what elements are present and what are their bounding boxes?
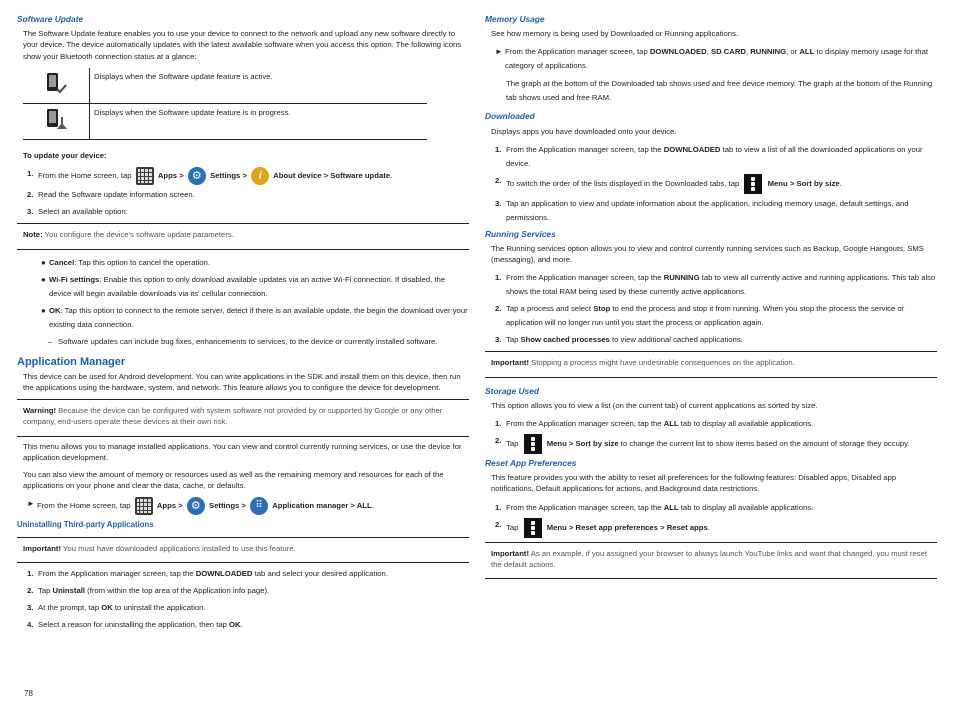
bullet-wifi-settings: ● Wi-Fi settings: Enable this option to only download available updates via an active Wi-Fi connection. If disabled, the device will begin available downloads via its' cellular connection. — [41, 274, 446, 298]
memory-graph-text: The graph at the bottom of the Downloaded tab shows used and free device memory. The graph at the bottom of the Running tab shows used and free RAM. — [506, 79, 933, 103]
update-step-1: 1. From the Home screen, tap Apps > ⚙ Settings > i About device > Software update. — [27, 167, 469, 185]
icon-row-progress — [23, 104, 427, 140]
settings-gear-icon: ⚙ — [187, 497, 205, 515]
running-step-3: 3. Tap Show cached processes to view additional cached applications. — [495, 335, 743, 345]
uninstall-step-1: 1. From the Application manager screen, tap the DOWNLOADED tab and select your desired application. — [27, 568, 388, 578]
uninstall-steps — [27, 567, 469, 632]
menu-icon — [524, 518, 542, 538]
important-callout: Important! As an example, if you assigned your browser to always launch YouTube links and want that changed, you must reset the default actions. — [491, 548, 928, 569]
am-arrow-step: ► From the Home screen, tap Apps > ⚙ Settings > ⠿ Application manager > ALL. — [27, 497, 469, 515]
storage-steps — [495, 417, 937, 454]
software-update-intro: The Software Update feature enables you to use your device to connect to the network and upload any new software directly to your device. The device automatically updates with the latest available software when you access this option. The following icons show your Bluetooth connection status at a glance: — [23, 29, 462, 61]
bullet-cancel: ● Cancel: Tap this option to cancel the operation. — [41, 257, 210, 267]
running-step-1: 1. From the Application manager screen, tap the RUNNING tab to view all currently active and running applications. This tab also shows the total RAM being used by these currently active applications. — [495, 273, 936, 297]
memory-usage-step: ► From the Application manager screen, tap DOWNLOADED, SD CARD, RUNNING, or ALL to display memory usage for that category of applications. — [495, 47, 928, 71]
reset-app-preferences-heading: Reset App Preferences — [485, 458, 577, 469]
about-label: About device > Software update — [273, 171, 391, 181]
reset-step-2: 2. Tap Menu > Reset app preferences > Reset apps. — [495, 518, 937, 538]
update-step-2: 2. Read the Software update information screen. — [27, 188, 469, 202]
step-text: Read the Software update information screen. — [38, 190, 195, 200]
downloaded-heading: Downloaded — [485, 111, 535, 122]
storage-used-intro: This option allows you to view a list (on the current tab) of current applications as sorted by size. — [491, 400, 818, 410]
apps-grid-icon — [135, 497, 153, 515]
warning-label: Warning! — [23, 406, 57, 416]
divider — [485, 578, 937, 579]
update-step-3: 3. Select an available option: — [27, 205, 469, 219]
status-icon-table — [23, 68, 427, 140]
software-update-heading: Software Update — [17, 14, 84, 24]
downloaded-intro: Displays apps you have downloaded onto your device. — [491, 126, 677, 136]
running-services-intro: The Running services option allows you to view and control currently running services such as Backup, Google Hangouts, SMS (messaging), and more. — [491, 244, 924, 265]
running-steps — [495, 271, 937, 347]
update-steps — [27, 167, 469, 219]
running-step-2: 2. Tap a process and select Stop to end the process and stop it from running. When you stop the process the service or application will no longer run until you start the process or application again. — [495, 304, 905, 328]
settings-gear-icon: ⚙ — [188, 167, 206, 185]
reset-app-preferences-intro: This feature provides you with the ability to reset all preferences for the following features: Disabled apps, Disabled app notifications, Default applications for actions, and Background data restrictions. — [491, 473, 897, 494]
apps-grid-icon — [136, 167, 154, 185]
step-text: From the Home screen, tap — [38, 171, 132, 181]
warning-callout — [17, 400, 469, 435]
uninstall-step-2: 2. Tap Uninstall (from within the top area of the Application info page). — [27, 585, 270, 595]
page-number: 78 — [24, 689, 33, 698]
divider — [17, 436, 469, 437]
uninstall-step-4: 4. Select a reason for uninstalling the application, then tap OK. — [27, 619, 243, 629]
uninstall-step-3: 3. At the prompt, tap OK to uninstall the application. — [27, 602, 206, 612]
menu-icon — [744, 174, 762, 194]
application-manager-heading: Application Manager — [17, 355, 126, 368]
icon-row-progress-text: Displays when the Software update feature is in progress. — [90, 104, 428, 140]
uninstall-heading: Uninstalling Third-party Applications — [17, 520, 154, 530]
important-callout: Important! Stopping a process might have undesirable consequences on the application. — [491, 358, 795, 368]
left-column — [17, 14, 469, 636]
settings-label: Settings > — [210, 171, 247, 181]
bullet-ok: ● OK: Tap this option to connect to the remote server, detect if there is an available update, the begin the download over your existing data connection. — [41, 305, 468, 329]
memory-usage-heading: Memory Usage — [485, 14, 545, 24]
icon-row-active — [23, 68, 427, 104]
warning-text: Because the device can be configured with system software not provided by or supported by Google or any other company, end-users operate these devices at their own risk. — [23, 406, 443, 427]
application-manager-intro: This device can be used for Android development. You can write applications in the SDK and install them on this device, then run the applications using the hardware, system, and network. This feature allows you to configure the device for development. — [23, 371, 461, 393]
right-column — [485, 14, 937, 579]
about-info-icon: i — [251, 167, 269, 185]
divider — [17, 562, 469, 563]
apps-label: Apps > — [157, 171, 184, 181]
storage-used-heading: Storage Used — [485, 385, 539, 396]
divider — [17, 249, 469, 250]
running-services-heading: Running Services — [485, 228, 556, 239]
important-callout: Important! You must have downloaded applications installed to use this feature. — [23, 543, 296, 553]
note-text: You configure the device's software update parameters. — [44, 230, 234, 240]
note-callout — [17, 224, 469, 248]
icon-row-active-text: Displays when the Software update feature is active. — [94, 71, 273, 81]
phone-arrow-icon — [23, 104, 90, 140]
memory-usage-intro: See how memory is being used by Downloaded or Running applications. — [491, 29, 738, 39]
downloaded-step-3: 3. Tap an application to view and update information about the application, including memory usage, default settings, and permissions. — [495, 198, 909, 222]
dash-item: – Software updates can include bug fixes, enhancements to services, to the device or currently installed software. — [48, 336, 438, 346]
reset-step-1: 1. From the Application manager screen, tap the ALL tab to display all available applications. — [495, 502, 814, 512]
storage-step-2: 2. Tap Menu > Sort by size to change the current list to show items based on the amount of storage they occupy. — [495, 434, 937, 454]
menu-icon — [524, 434, 542, 454]
step-number: 1. — [27, 169, 34, 179]
downloaded-steps — [495, 143, 937, 225]
option-bullets — [41, 256, 469, 332]
downloaded-step-2: 2. To switch the order of the lists displayed in the Downloaded tabs, tap Menu > Sort by size. — [495, 174, 937, 194]
phone-check-icon — [23, 68, 90, 104]
step-text: Select an available option: — [38, 207, 128, 217]
storage-step-1: 1. From the Application manager screen, tap the ALL tab to display all available applications. — [495, 419, 814, 429]
am-paragraph-2: You can also view the amount of memory or resources used as well as the remaining memory and resources for each of the applications on your phone and clear the data, cache, or defaults. — [23, 470, 444, 491]
downloaded-step-1: 1. From the Application manager screen, tap the DOWNLOADED tab to view a list of all the downloaded applications on your device. — [495, 144, 923, 168]
application-manager-icon: ⠿ — [250, 497, 268, 515]
to-update-label: To update your device: — [23, 151, 107, 161]
reset-steps — [495, 501, 937, 538]
divider — [485, 377, 937, 378]
note-label: Note: — [23, 230, 43, 240]
am-paragraph-1: This menu allows you to manage installed applications. You can view and control currently running services, or use the device for application development. — [23, 441, 462, 462]
